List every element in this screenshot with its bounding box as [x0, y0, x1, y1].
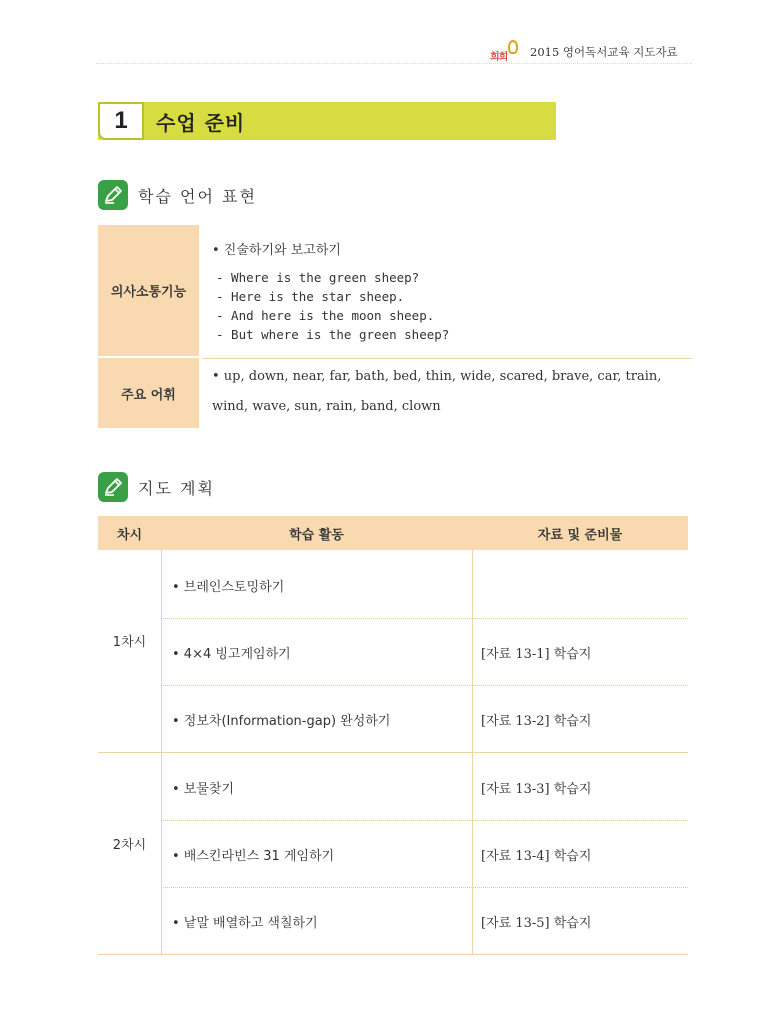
- material-cell: [자료 13-4] 학습지: [481, 849, 592, 864]
- header-title: 2015 영어독서교육 지도자료: [530, 45, 678, 59]
- communication-row: [98, 225, 692, 358]
- vocabulary-row: [98, 358, 692, 428]
- table-header: [98, 516, 688, 550]
- dialog-line: - And here is the moon sheep.: [216, 308, 435, 323]
- header-activity: 학습 활동: [289, 527, 344, 543]
- dialog-line: - Where is the green sheep?: [216, 270, 420, 285]
- activity-cell: • 낱말 배열하고 색칠하기: [172, 916, 318, 931]
- pencil-icon: [98, 472, 128, 502]
- logo-text: 희희: [490, 52, 508, 63]
- vocabulary-text: • up, down, near, far, bath, bed, thin, wide, scared, brave, car, train, wind, wave, sun, rain, band, clown: [212, 369, 662, 414]
- header-session: 차시: [116, 527, 143, 543]
- plan-subsection-title: 지도 계획: [138, 478, 215, 498]
- session-label: 1차시: [112, 635, 147, 650]
- row-divider: [161, 685, 688, 686]
- section-banner: [98, 102, 556, 140]
- session-divider: [98, 752, 688, 753]
- row-divider: [161, 618, 688, 619]
- dialog-line: - Here is the star sheep.: [216, 289, 405, 304]
- language-subsection-title: 학습 언어 표현: [138, 186, 257, 206]
- vocabulary-label: 주요 어휘: [98, 358, 199, 428]
- material-cell: [자료 13-3] 학습지: [481, 782, 592, 797]
- header-divider: [96, 63, 692, 64]
- section-title: 수업 준비: [156, 111, 246, 135]
- plan-subsection-header: [98, 472, 215, 502]
- lesson-plan-table: [98, 516, 688, 956]
- activity-cell: • 배스킨라빈스 31 게임하기: [172, 849, 335, 864]
- material-cell: [자료 13-2] 학습지: [481, 714, 592, 729]
- dialog-list: [216, 268, 449, 344]
- activity-cell: • 4×4 빙고게임하기: [172, 647, 291, 662]
- language-subsection-header: [98, 180, 257, 210]
- communication-bullet: • 진술하기와 보고하기: [212, 243, 341, 258]
- vocabulary-content: [212, 362, 682, 422]
- session-label: 2차시: [112, 838, 147, 853]
- activity-cell: • 브레인스토밍하기: [172, 580, 285, 595]
- material-cell: [자료 13-5] 학습지: [481, 916, 592, 931]
- material-cell: [자료 13-1] 학습지: [481, 647, 592, 662]
- dialog-line: - But where is the green sheep?: [216, 327, 450, 342]
- row-divider: [161, 887, 688, 888]
- header-materials: 자료 및 준비물: [537, 527, 623, 543]
- section-number: 1: [98, 102, 144, 140]
- communication-content: [212, 239, 449, 344]
- activity-cell: • 보물찾기: [172, 782, 235, 797]
- page-header: [490, 40, 678, 64]
- activity-cell: • 정보차(Information-gap) 완성하기: [172, 714, 391, 729]
- communication-label: 의사소통기능: [98, 225, 199, 358]
- row-divider: [161, 820, 688, 821]
- pencil-icon: [98, 180, 128, 210]
- table-bottom-rule: [98, 954, 688, 955]
- publisher-logo-icon: [490, 40, 528, 64]
